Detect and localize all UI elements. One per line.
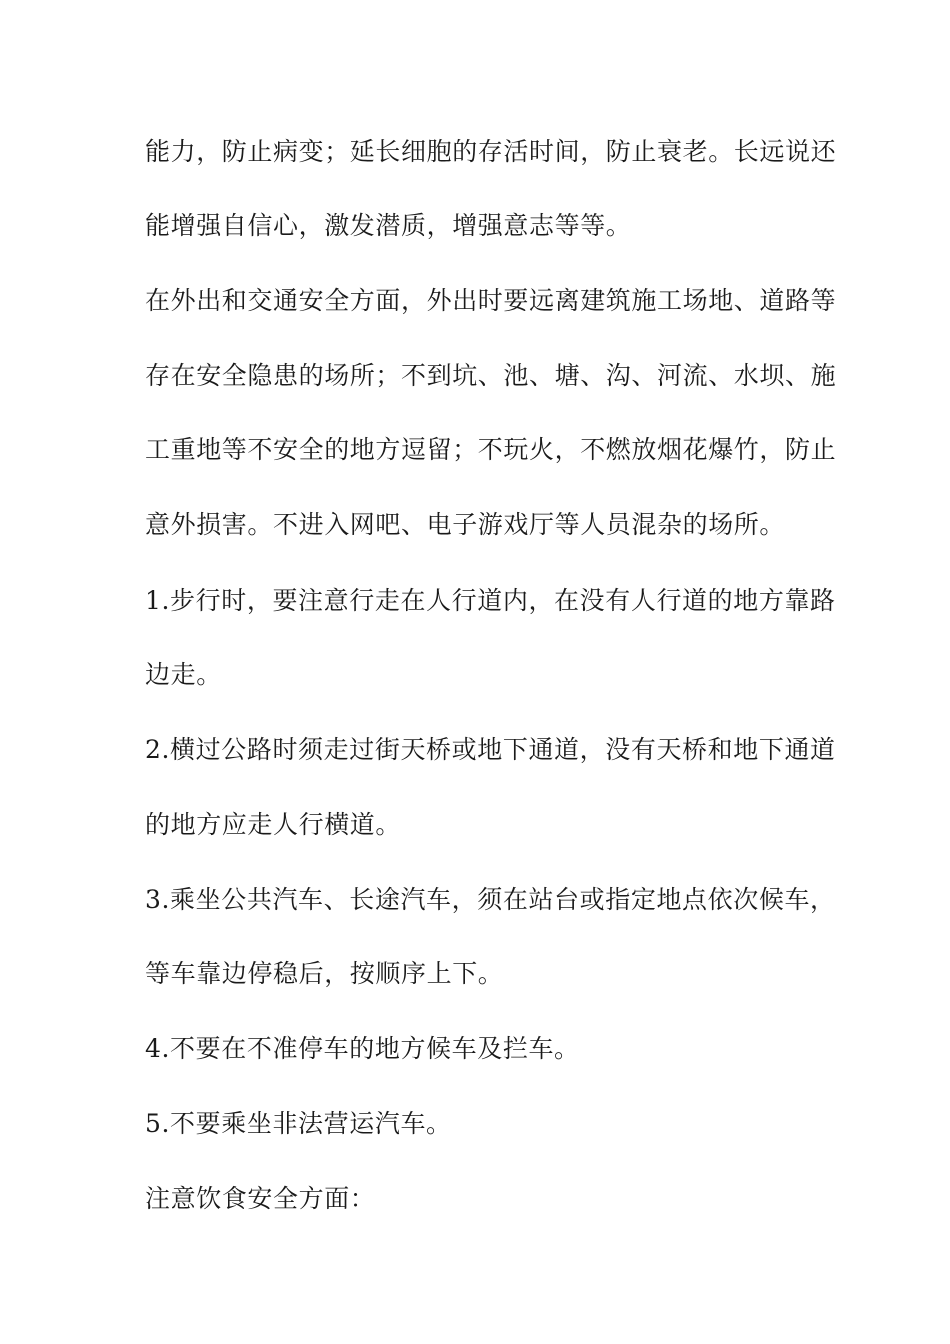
text-line: 意外损害。不进入网吧、电子游戏厅等人员混杂的场所。	[145, 510, 786, 539]
list-item-2: 2.横过公路时须走过街天桥或地下通道，没有天桥和地下通道	[145, 735, 836, 764]
list-item-5: 5.不要乘坐非法营运汽车。	[145, 1109, 452, 1138]
list-item-1-cont: 边走。	[145, 660, 222, 689]
list-item-2-cont: 的地方应走人行横道。	[145, 810, 402, 839]
list-item-3: 3.乘坐公共汽车、长途汽车，须在站台或指定地点依次候车，	[145, 885, 836, 914]
section-heading: 注意饮食安全方面：	[145, 1184, 376, 1213]
text-line: 能力，防止病变；延长细胞的存活时间，防止衰老。长远说还	[145, 137, 837, 166]
text-line: 工重地等不安全的地方逗留；不玩火，不燃放烟花爆竹，防止	[145, 435, 837, 464]
list-item-4: 4.不要在不准停车的地方候车及拦车。	[145, 1034, 580, 1063]
list-item-3-cont: 等车靠边停稳后，按顺序上下。	[145, 959, 504, 988]
text-line: 存在安全隐患的场所；不到坑、池、塘、沟、河流、水坝、施	[145, 361, 837, 390]
text-line: 在外出和交通安全方面，外出时要远离建筑施工场地、道路等	[145, 286, 837, 315]
list-item-1: 1.步行时，要注意行走在人行道内，在没有人行道的地方靠路	[145, 586, 836, 615]
text-line: 能增强自信心，激发潜质，增强意志等等。	[145, 211, 632, 240]
